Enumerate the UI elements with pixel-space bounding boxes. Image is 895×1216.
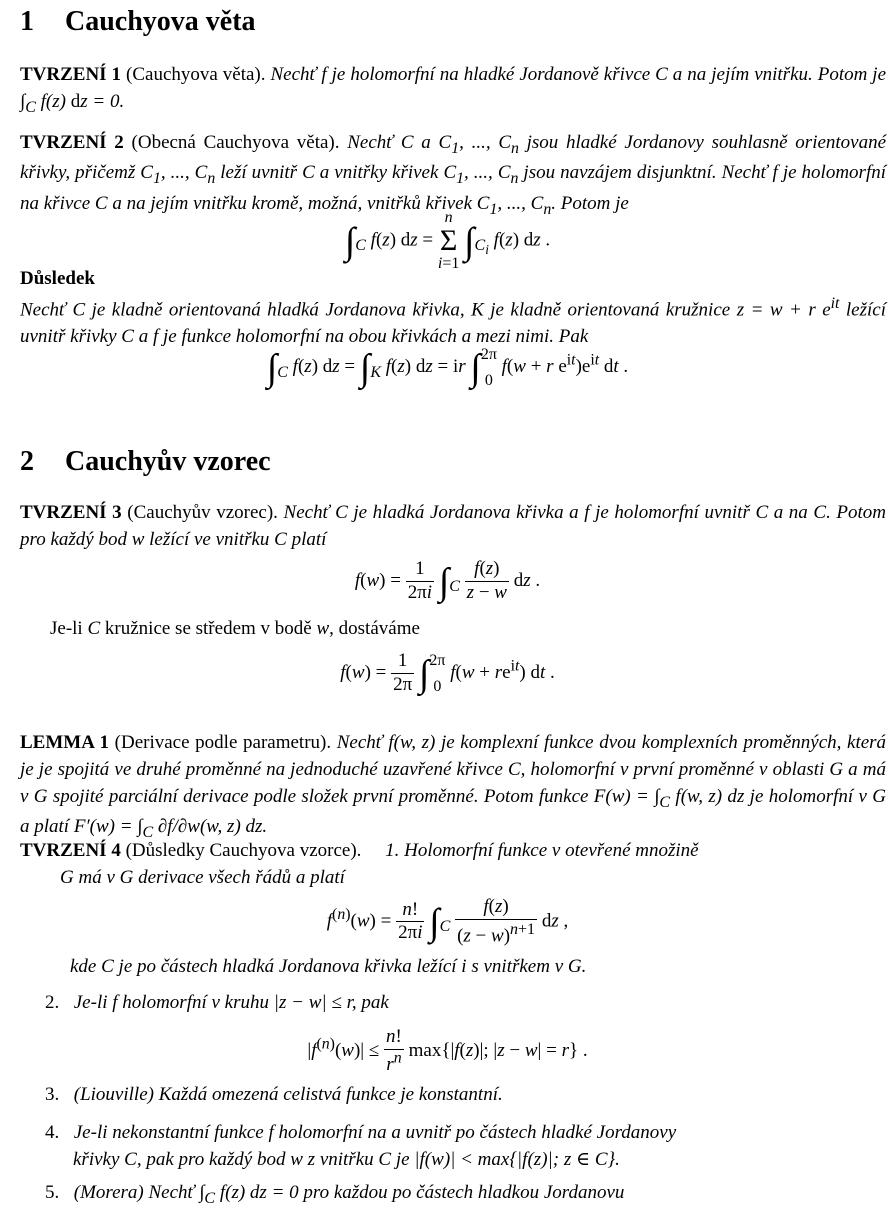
theorem-4-item-2: 2. Je-li f holomorfní v kruhu |z − w| ≤ r, pak: [45, 992, 389, 1013]
equation-2: $\int_C$ f(z) dz = $\int_K$ f(z) dz = ir ∫ 2π 0 f(w + r $e^{it})e^{it}$ dt .: [266, 346, 629, 389]
theorem-3: TVRZENÍ 3 (Cauchyův vzorec). Nechť C je hladká Jordanova křivka a f je holomorfní uvnitř C a na C. Potom pro každý bod w ležící ve vnitřku C platí: [20, 502, 887, 550]
theorem-4: TVRZENÍ 4 (Důsledky Cauchyova vzorce). 1. Holomorfní funkce v otevřené množině G má v G derivace všech řádů a platí: [20, 840, 699, 888]
equation-6: $|f^{(n)}(w)|$ ≤ $\frac{n!}{r^n}$ max{|f(z)|; |z − w| = r} .: [307, 1026, 588, 1076]
lemma-1: LEMMA 1 (Derivace podle parametru). Nechť f(w, z) je komplexní funkce dvou komplexních proměnných, která je je spojitá ve druhé proměnné na jednoduché uzavřené křivce C, holomorfní v první proměnné v oblasti G a má v G spojité parciální derivace podle složek první proměnné. Potom funkce $F(w) = \int_C$ f(w, z) dz je holomorfní v G a platí $F'(w) = \int_C$ ∂f/∂w(w, z) dz.: [20, 732, 887, 842]
theorem-4-item-5: 5. (Morera) Nechť $\int_C$ f(z) dz = 0 pro každou po částech hladkou Jordanovu: [45, 1182, 625, 1207]
theorem-2: TVRZENÍ 2 (Obecná Cauchyova věta). Nechť C a $C_1$, ..., $C_n$ jsou hladké Jordanovy souhlasně orientované křivky, přičemž $C_1$, ..., $C_n$ leží uvnitř C a vnitřky křivek $C_1$, ..., $C_n$ jsou navzájem disjunktní. Nechť f je holomorfní na křivce C a na jejím vnitřku kromě, možná, vnitřků křivek $C_1$, ..., $C_n$. Potom je: [20, 132, 887, 218]
theorem-4-item-1-tail: kde C je po částech hladká Jordanova křivka ležící i s vnitřkem v G.: [70, 956, 587, 977]
theorem-4-item-3: 3. (Liouville) Každá omezená celistvá funkce je konstantní.: [45, 1084, 503, 1105]
equation-5: $f^{(n)}(w)$ = $\frac{n!}{2\pi i}$ $\int_C$ $\frac{f(z)}{(z - w)^{n+1}}$ dz ,: [326, 896, 569, 947]
equation-4: f(w) = $\frac{1}{2\pi}$ ∫ 2π 0 $f(w + re^{it})$ dt .: [340, 650, 555, 696]
equation-1: $\int_C$ f(z) dz = n Σ i=1 $\int_{C_i}$ f(z) dz .: [344, 209, 551, 272]
theorem-1: TVRZENÍ 1 (Cauchyova věta). Nechť f je holomorfní na hladké Jordanově křivce C a na jejím vnitřku. Potom je $\int_C$ f(z) dz = 0.: [20, 64, 887, 116]
equation-3: f(w) = $\frac{1}{2\pi i}$ $\int_C$ $\frac{f(z)}{z - w}$ dz .: [354, 558, 541, 604]
theorem-4-item-4: 4. Je-li nekonstantní funkce f holomorfní na a uvnitř po částech hladké Jordanovy křivky C, pak pro každý bod w z vnitřku C je |f(w)| < max{|f(z)|; z ∈ C}.: [45, 1122, 677, 1170]
theorem-3-circle-text: Je-li C kružnice se středem v bodě w, dostáváme: [50, 618, 420, 639]
section-2-heading: 2 Cauchyův vzorec: [20, 446, 271, 477]
section-1-heading: 1 Cauchyova věta: [20, 6, 256, 37]
corollary: Důsledek Nechť C je kladně orientovaná hladká Jordanova křivka, K je kladně orientovaná kružnice z = w + r $e^{it}$ ležící uvnitř křivky C a f je funkce holomorfní na obou křivkách a mezi nimi. Pak: [20, 268, 886, 348]
